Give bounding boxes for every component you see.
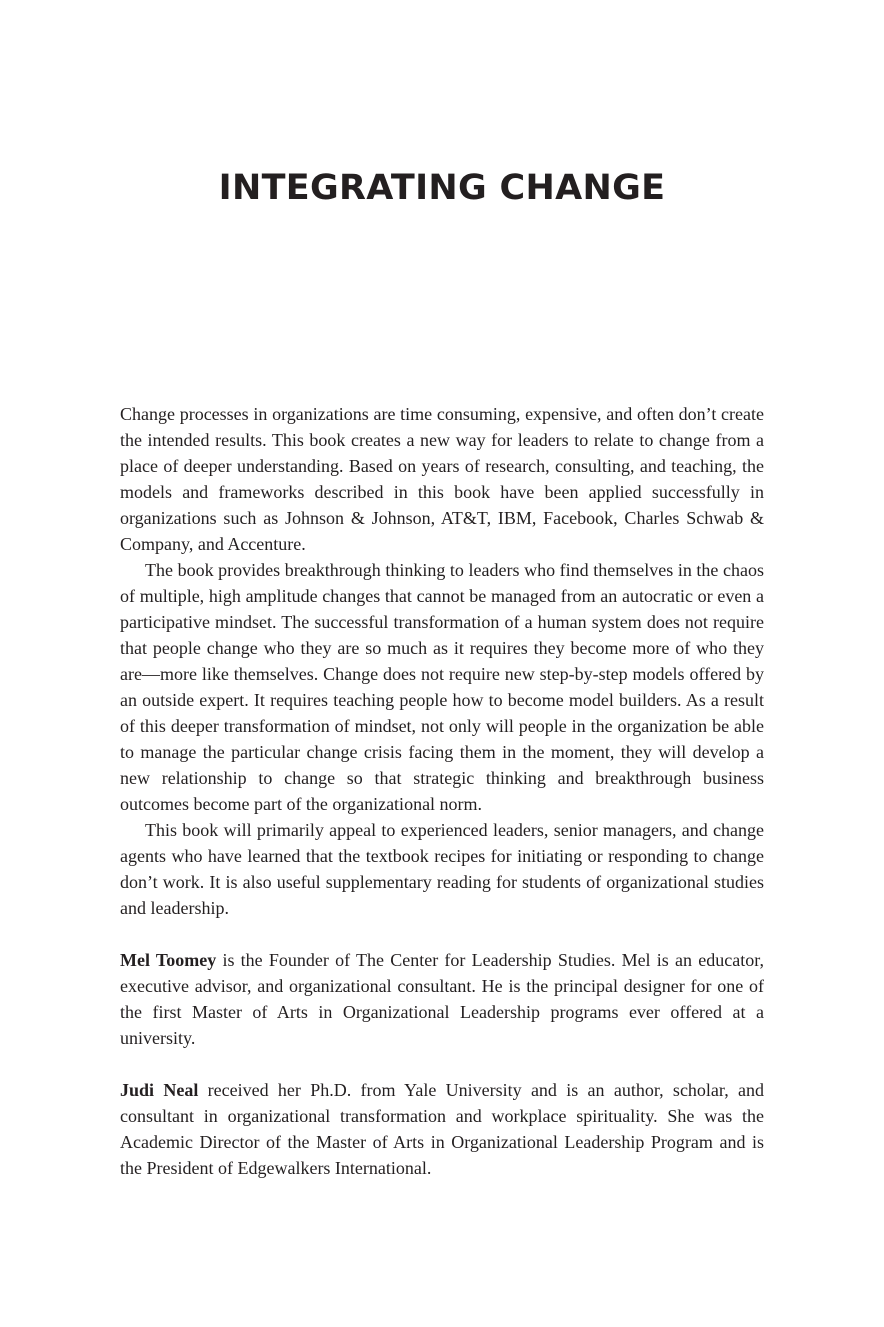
author-name-2: Judi Neal: [120, 1080, 199, 1100]
description-paragraph-2: The book provides breakthrough thinking to leaders who find themselves in the chaos of multiple, high amplitude changes that cannot be managed from an autocratic or even a participative mindset. The successful transformation of a human system does not require that people change who they are so much as it requires they become more of who they are—more like themselves. Change does not require new step-by-step models offered by an outside expert. It requires teaching people how to become model builders. As a result of this deeper transformation of mindset, not only will people in the organization be able to manage the particular change crisis facing them in the moment, they will develop a new relationship to change so that strategic thinking and breakthrough business outcomes become part of the organizational norm.: [120, 560, 764, 814]
author-name-1: Mel Toomey: [120, 950, 217, 970]
author-bio-text-2: received her Ph.D. from Yale University and is an author, scholar, and consultant in organizational transformation and workplace spirituality. She was the Academic Director of the Master of Arts in Organizational Leadership Program and is the President of Edgewalkers International.: [120, 1080, 764, 1178]
author-bio-text-1: is the Founder of The Center for Leadership Studies. Mel is an educator, executive advisor, and organizational consultant. He is the principal designer for one of the first Master of Arts in Organizational Leadership programs ever offered at a university.: [120, 950, 764, 1048]
description-paragraph-1: Change processes in organizations are time consuming, expensive, and often don’t create the intended results. This book creates a new way for leaders to relate to change from a place of deeper understanding. Based on years of research, consulting, and teaching, the models and frameworks described in this book have been applied successfully in organizations such as Johnson & Johnson, AT&T, IBM, Facebook, Charles Schwab & Company, and Accenture.: [120, 404, 764, 554]
description-paragraph-3: This book will primarily appeal to experienced leaders, senior managers, and change agents who have learned that the textbook recipes for initiating or responding to change don’t work. It is also useful supplementary reading for students of organizational studies and leadership.: [120, 820, 764, 918]
author-bio-1: [120, 947, 764, 1051]
book-description: [120, 401, 764, 1181]
author-bio-2: [120, 1077, 764, 1181]
book-title: INTEGRATING CHANGE: [218, 168, 666, 208]
